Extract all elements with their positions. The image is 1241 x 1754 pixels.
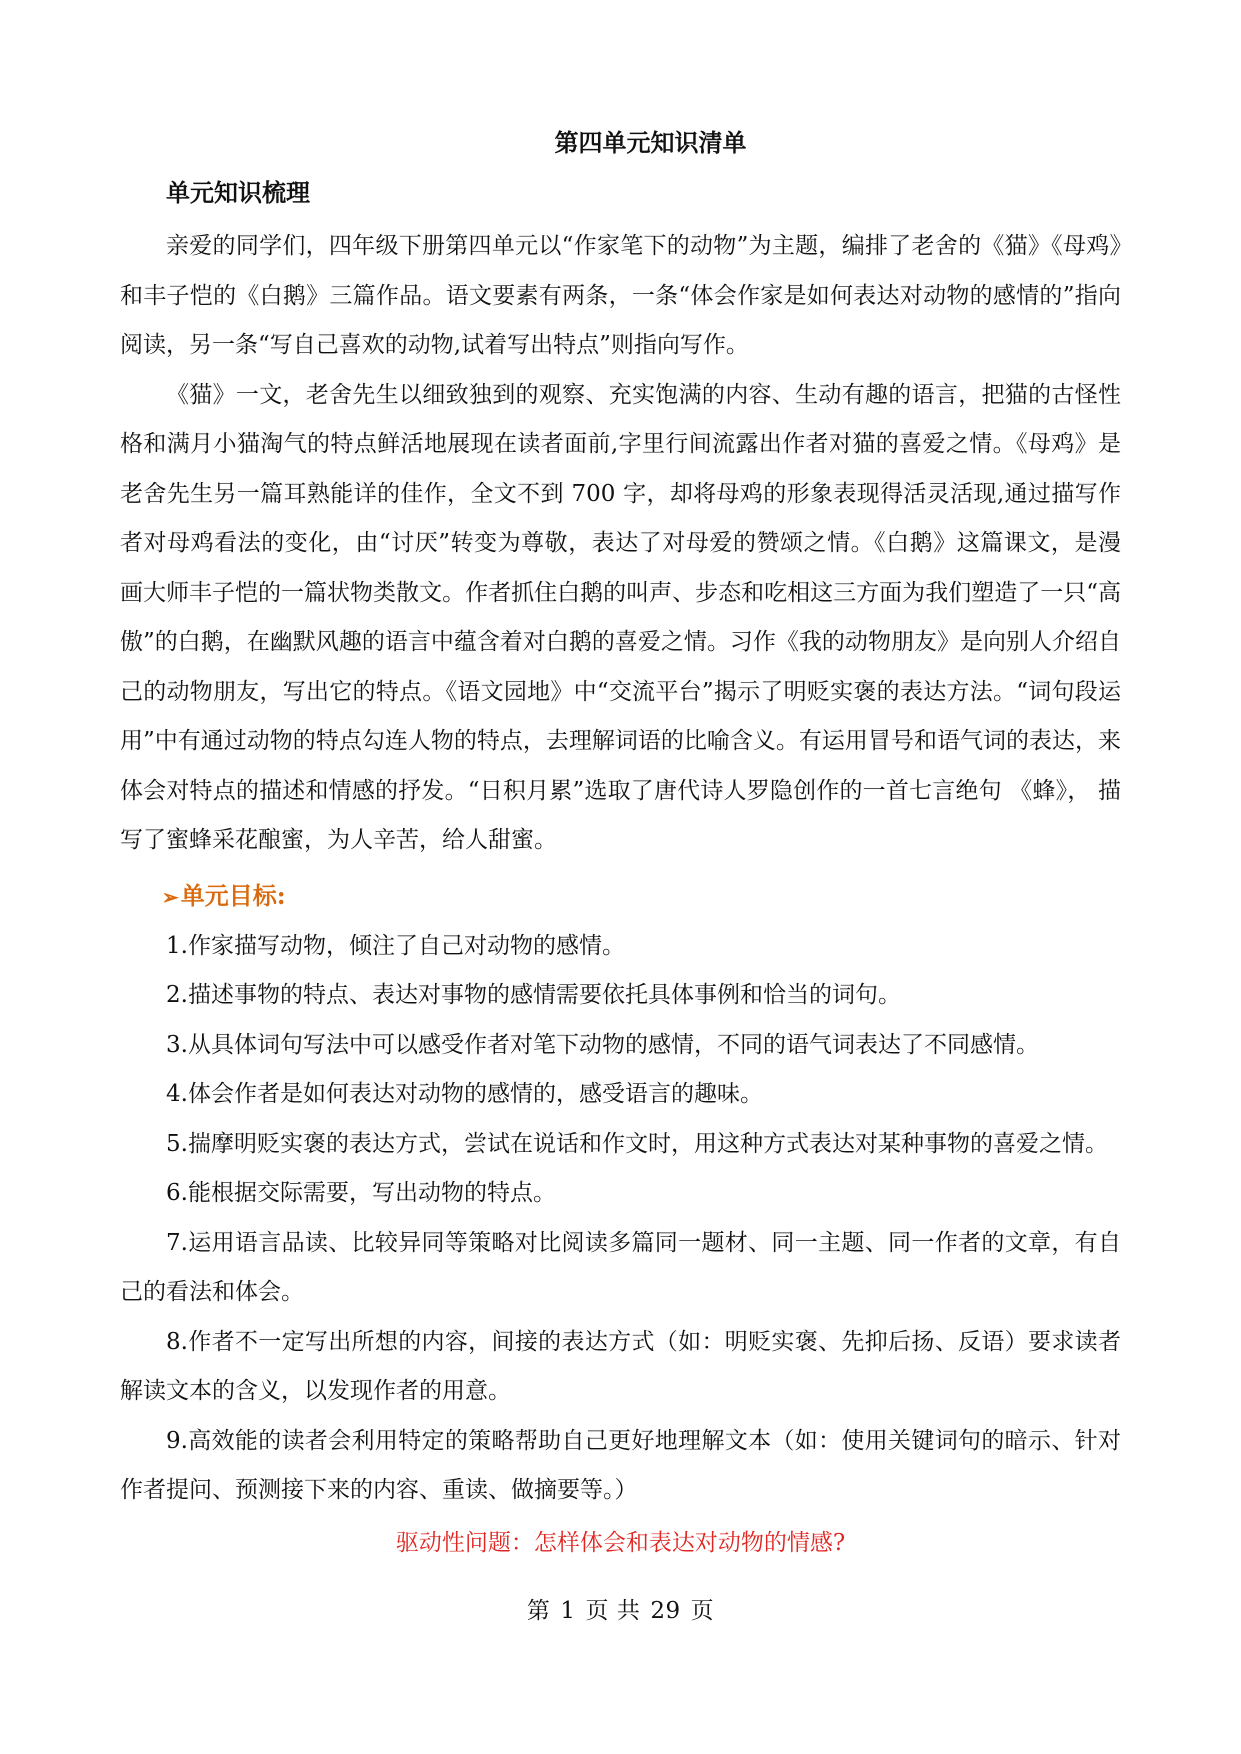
goal-item: 8.作者不一定写出所想的内容，间接的表达方式（如：明贬实褒、先抑后扬、反语）要求读者解读文本的含义，以发现作者的用意。: [120, 1328, 1121, 1404]
goals-heading-label: 单元目标:: [180, 880, 286, 910]
summary-paragraph: 《猫》一文，老舍先生以细致独到的观察、充实饱满的内容、生动有趣的语言，把猫的古怪性格和满月小猫淘气的特点鲜活地展现在读者面前,字里行间流露出作者对猫的喜爱之情。《母鸡》是老舍先生另一篇耳熟能详的佳作，全文不到 700 字，却将母鸡的形象表现得活灵活现,通过描写作者对母鸡看法的变化，由“讨厌”转变为尊敬，表达了对母爱的赞颂之情。《白鹅》这篇课文，是漫画大师丰子恺的一篇状物类散文。作者抓住白鹅的叫声、步态和吃相这三方面为我们塑造了一只“高傲”的白鹅，在幽默风趣的语言中蕴含着对白鹅的喜爱之情。习作《我的动物朋友》是向别人介绍自己的动物朋友，写出它的特点。《语文园地》中“交流平台”揭示了明贬实褒的表达方法。“词句段运用”中有通过动物的特点勾连人物的特点，去理解词语的比喻含义。有运用冒号和语气词的表达，来体会对特点的描述和情感的抒发。“日积月累”选取了唐代诗人罗隐创作的一首七言绝句 《蜂》， 描写了蜜蜂采花酿蜜，为人辛苦，给人甜蜜。: [120, 381, 1121, 853]
goal-item: 7.运用语言品读、比较异同等策略对比阅读多篇同一题材、同一主题、同一作者的文章，有自己的看法和体会。: [120, 1229, 1121, 1305]
intro-paragraph: 亲爱的同学们，四年级下册第四单元以“作家笔下的动物”为主题，编排了老舍的《猫》《母鸡》和丰子恺的《白鹅》三篇作品。语文要素有两条，一条“体会作家是如何表达对动物的感情的”指向阅读，另一条“写自己喜欢的动物,试着写出特点”则指向写作。: [120, 233, 1121, 358]
footer-middle: 页 共: [585, 1598, 641, 1624]
goal-item: 3.从具体词句写法中可以感受作者对笔下动物的感情，不同的语气词表达了不同感情。: [166, 1031, 1039, 1058]
footer-prefix: 第: [526, 1598, 551, 1624]
driving-question: 驱动性问题：怎样体会和表达对动物的情感?: [395, 1529, 846, 1556]
section-heading: 单元知识梳理: [166, 178, 310, 207]
goal-item: 5.揣摩明贬实褒的表达方式，尝试在说话和作文时，用这种方式表达对某种事物的喜爱之情。: [166, 1130, 1108, 1157]
goal-item: 1.作家描写动物，倾注了自己对动物的感情。: [166, 932, 625, 959]
arrow-bullet-icon: ➢: [162, 884, 179, 909]
goal-item: 6.能根据交际需要，写出动物的特点。: [166, 1180, 556, 1206]
footer-total-pages: 29: [650, 1598, 681, 1624]
footer-suffix: 页: [690, 1598, 715, 1624]
goal-item: 4.体会作者是如何表达对动物的感情的，感受语言的趣味。: [166, 1081, 763, 1107]
goal-item: 9.高效能的读者会利用特定的策略帮助自己更好地理解文本（如：使用关键词句的暗示、针对作者提问、预测接下来的内容、重读、做摘要等。）: [120, 1427, 1121, 1503]
goals-heading: [162, 870, 1121, 922]
footer-page-number: 1: [560, 1598, 576, 1624]
goal-item: 2.描述事物的特点、表达对事物的感情需要依托具体事例和恰当的词句。: [166, 982, 901, 1008]
page-title: 第四单元知识清单: [554, 128, 747, 157]
page-footer: [0, 1592, 1241, 1625]
